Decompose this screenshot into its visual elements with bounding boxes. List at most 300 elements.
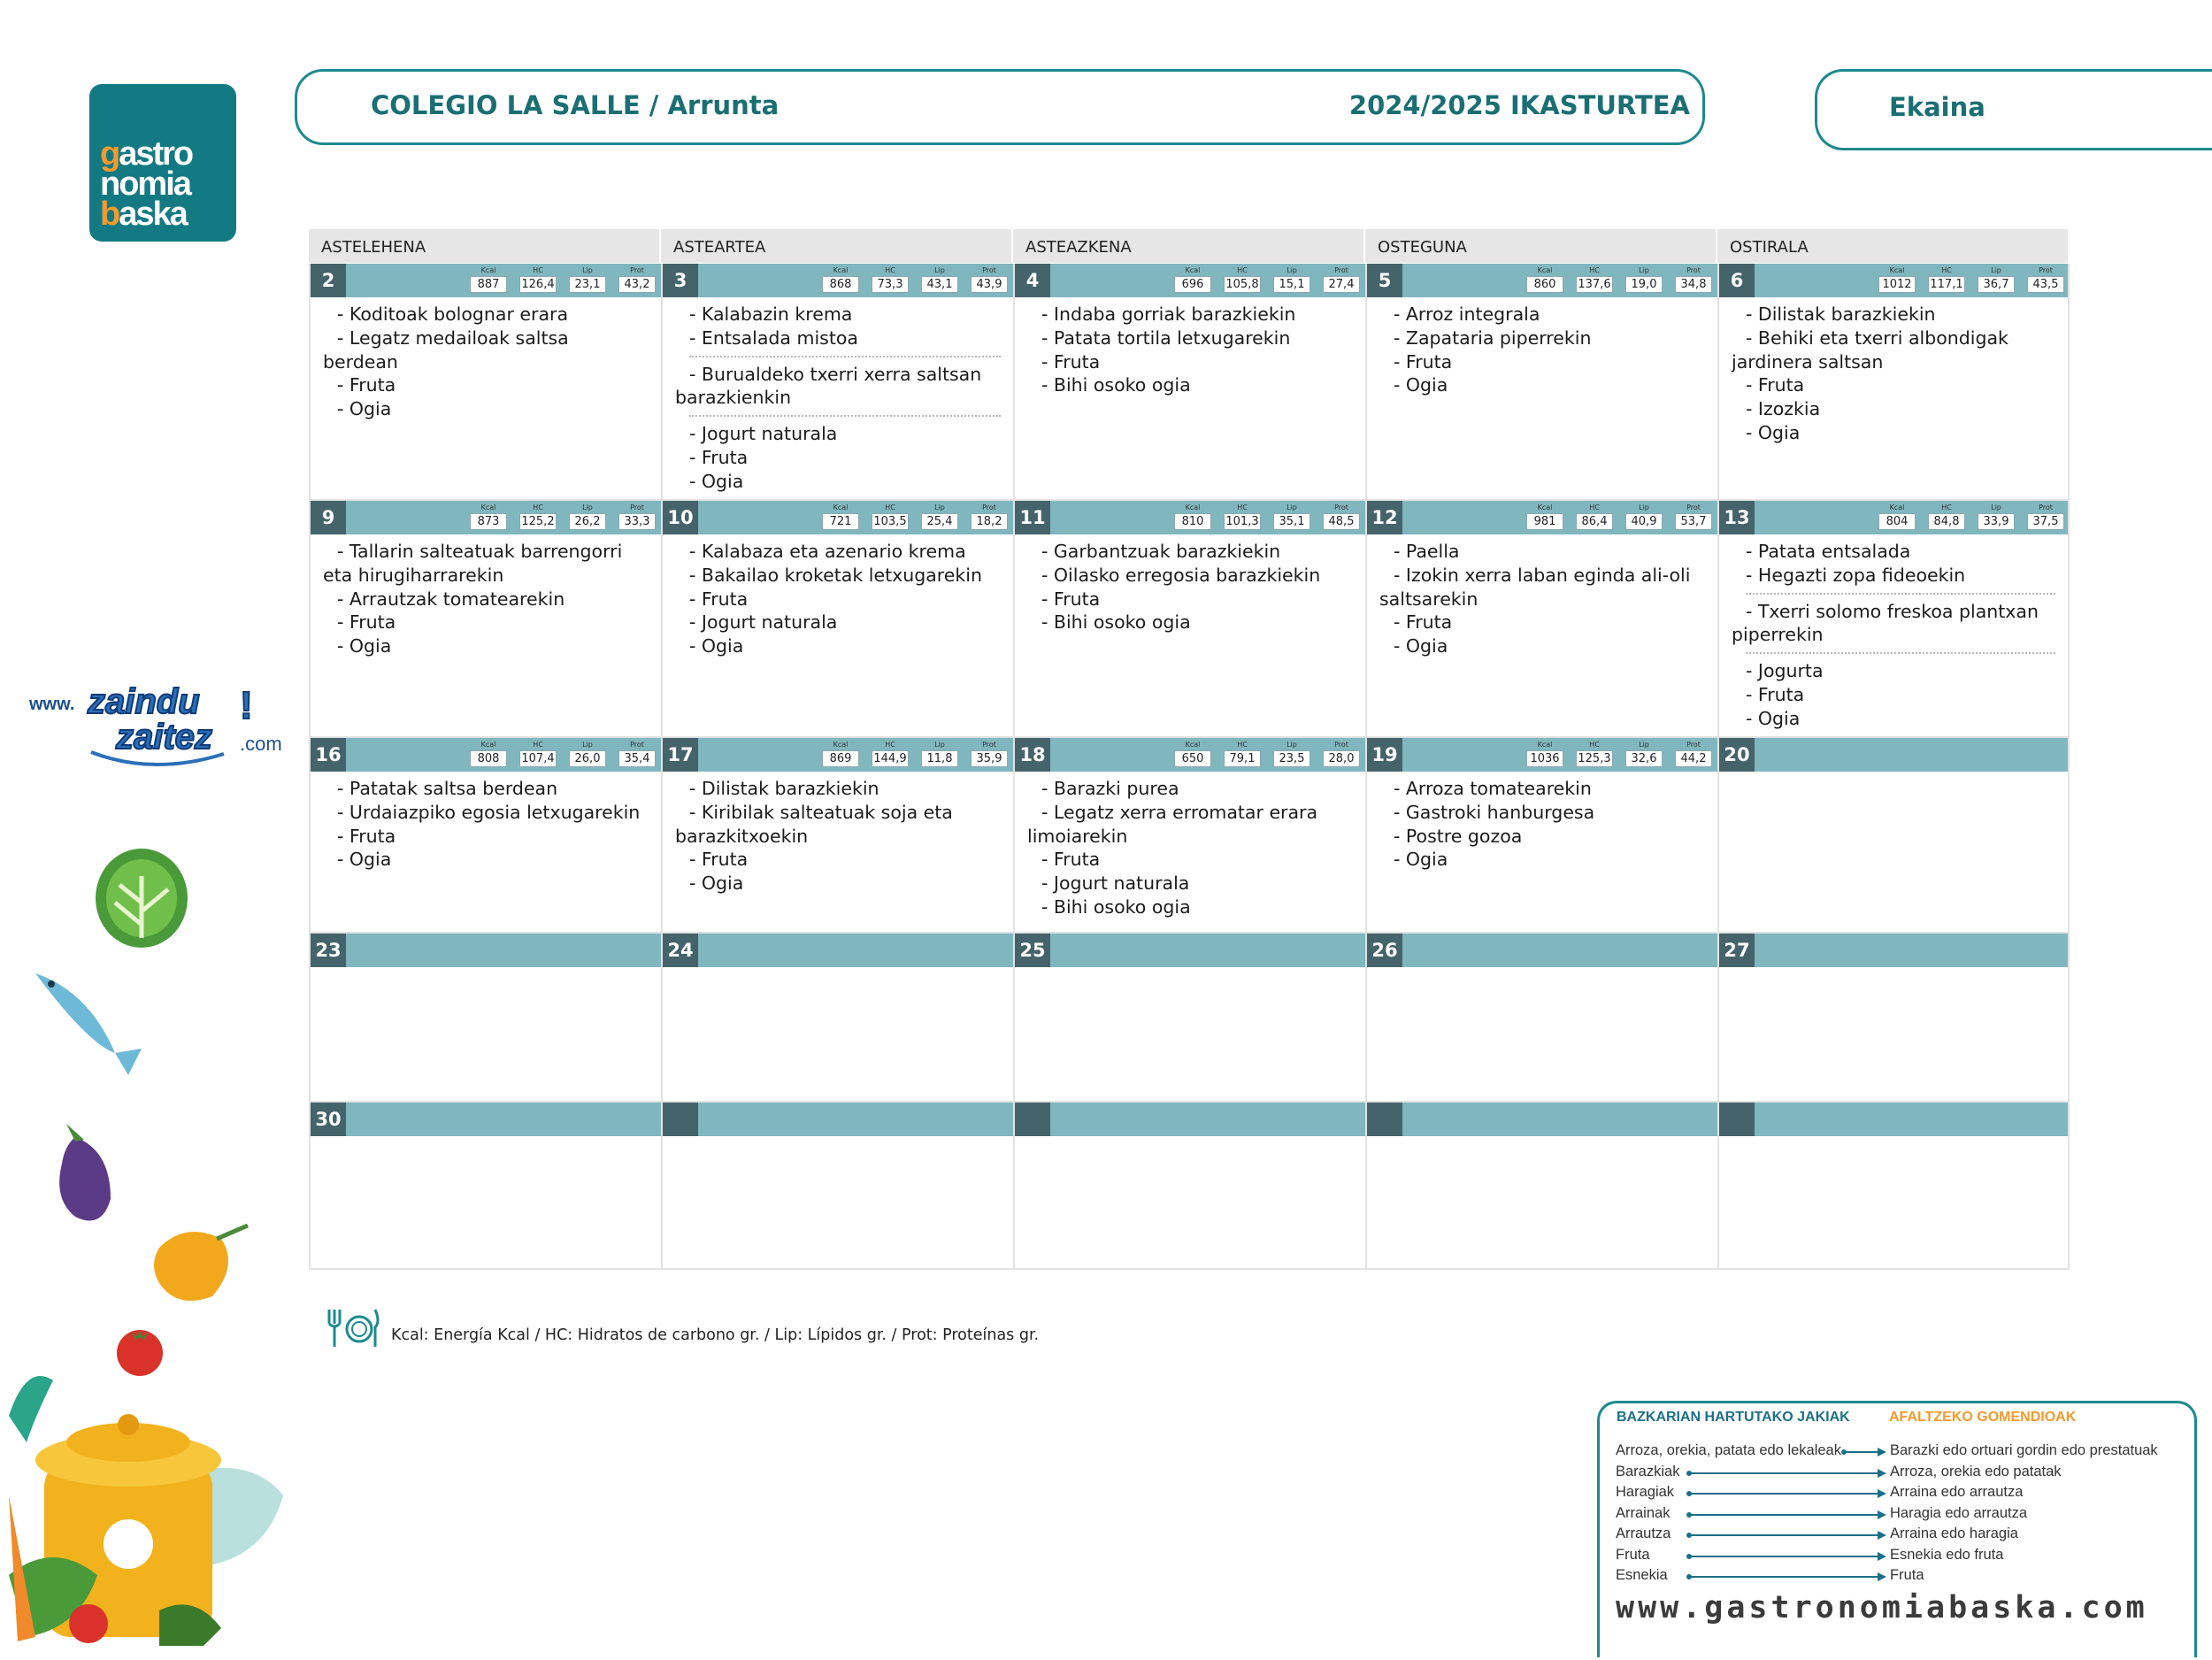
day-header: OSTEGUNA [1365,229,1717,263]
menu-item: - Entsalada mistoa [689,327,858,349]
nutrient-label: Prot [1334,741,1348,749]
lunch-food-item: Arrautza [1616,1526,1671,1541]
nutrient-value: 860 [1526,276,1563,293]
nutrient-box [1625,741,1663,767]
menu-list [337,777,649,872]
menu-item: - Oilasko erregosia barazkiekin [1041,564,1321,586]
menu-item: - Ogia [337,398,392,420]
nutrient-value: 44,2 [1675,750,1712,767]
lunch-food-item: Fruta [1616,1546,1650,1563]
dinner-suggestion-item: Arroza, orekia edo patatak [1890,1463,2062,1479]
nutrient-label: HC [885,741,895,749]
day-cell [661,264,1013,501]
day-cell [1365,934,1717,1103]
day-number: 12 [1367,501,1402,534]
day-number: 16 [311,738,346,772]
day-bar [1367,934,1717,967]
nutrient-box [1878,503,1916,530]
day-cell [661,501,1013,738]
menu-item: - Postre gozoa [1394,825,1523,847]
day-bar [311,264,661,297]
menu-list [323,540,649,658]
day-bar [1719,738,2068,772]
nutrient-value: 43,2 [618,276,656,293]
nutrient-value: 23,5 [1273,750,1310,767]
day-bar [1719,934,2068,967]
day-header: ASTEAZKENA [1013,229,1365,263]
menu-divider [689,415,1001,417]
nutrient-label: Prot [1334,266,1348,274]
logo-line-2: nomia [100,165,190,203]
day-number: 25 [1015,934,1050,967]
nutrient-box [519,503,557,530]
nutrient-value: 887 [470,276,507,293]
school-year: 2024/2025 IKASTURTEA [1348,90,1690,120]
menu-item: - Legatz xerra erromatar erara limoiarekin [1027,801,1324,847]
nutrient-box [1978,503,2015,530]
nutrient-label: HC [1941,503,1952,511]
day-bar [311,1103,661,1136]
day-cell [1365,1103,1717,1270]
day-cell [309,264,661,501]
nutrient-value: 33,9 [1978,513,2015,530]
nutrient-label: Lip [1286,503,1297,511]
nutrient-label: Prot [982,503,996,511]
arrow-icon [1840,1447,1886,1457]
zaindu-prefix: www. [29,695,75,714]
nutrient-value: 125,2 [519,513,557,530]
nutrient-label: Lip [582,266,593,274]
nutrient-value: 40,9 [1625,513,1663,530]
nutrient-box [1224,503,1261,530]
menu-item: - Dilistak barazkiekin [689,778,879,799]
month-banner [1815,69,2212,150]
nutrient-label: Prot [1686,503,1701,511]
day-bar [663,264,1013,297]
menu-item: - Gastroki hanburgesa [1394,801,1595,823]
nutrient-label: Kcal [833,741,849,749]
nutrient-box [1526,266,1563,293]
zaindu-suffix: .com [240,733,282,755]
menu-list [1732,540,2055,731]
nutrient-label: Prot [630,266,644,274]
nutrient-value: 19,0 [1625,276,1663,293]
day-bar [311,501,661,534]
menu-item: - Txerri solomo freskoa plantxan piperrekin [1732,600,2045,646]
nutrient-box [921,266,958,293]
nutrient-value: 43,5 [2027,276,2064,293]
nutrient-label: HC [533,266,543,274]
nutrient-value: 103,5 [872,513,909,530]
day-number [1719,1103,1755,1136]
nutrient-value: 107,4 [519,750,557,767]
nutrient-label: Prot [630,741,644,749]
menu-item: - Urdaiazpiko egosia letxugarekin [337,801,641,823]
nutrient-box [569,266,606,293]
nutrient-label: Lip [1991,266,2001,274]
menu-list [1379,540,1705,658]
nutrient-box [1878,266,1916,293]
menu-item: - Ogia [689,470,744,492]
menu-list [675,777,1001,895]
day-number: 5 [1367,264,1402,297]
menu-item: - Izokin xerra laban eginda ali-oli saltsarekin [1379,564,1696,610]
nutrient-label: Kcal [1889,503,1905,511]
menu-item: - Indaba gorriak barazkiekin [1041,304,1296,325]
day-bar [311,738,661,772]
nutrient-box [1526,503,1563,530]
menu-item: - Ogia [1746,707,1801,729]
nutrient-label: Kcal [833,266,849,274]
nutrient-box [1273,266,1310,293]
day-header: OSTIRALA [1717,229,2070,263]
day-bar [1719,264,2068,297]
nutrient-label: HC [1589,503,1600,511]
website-url[interactable]: www.gastronomiabaska.com [1616,1590,2148,1625]
day-cell [661,1103,1013,1270]
nutrient-label: Lip [1991,503,2001,511]
day-cell [309,934,661,1103]
nutrient-box [618,741,656,767]
menu-item: - Ogia [689,872,744,895]
nutrient-box [1174,266,1211,293]
nutrient-box [1675,266,1712,293]
lunch-food-item: Arroza, orekia, patata edo lekaleak [1616,1442,1841,1458]
nutrient-label: Lip [582,503,593,511]
menu-item: - Tallarin salteatuak barrengorri eta hirugiharrarekin [323,541,628,586]
day-number: 9 [311,501,346,534]
arrow-icon [1686,1572,1886,1582]
menu-item: - Dilistak barazkiekin [1746,304,1936,325]
nutrient-box [971,503,1008,530]
nutrient-value: 33,3 [618,513,656,530]
menu-list [1394,777,1705,872]
nutrient-value: 73,3 [872,276,909,293]
menu-item: - Fruta [337,611,396,634]
zaindu-name-1: zaindu [88,683,200,721]
nutrient-label: Lip [934,503,945,511]
nutrient-value: 84,8 [1928,513,1965,530]
menu-item: - Kalabaza eta azenario krema [689,541,966,562]
nutrient-box [1323,503,1360,530]
day-cell [1013,934,1365,1103]
nutrient-label: Kcal [1185,266,1201,274]
menu-item: - Jogurt naturala [1041,872,1190,895]
fish-icon [27,964,150,1088]
nutrient-box [1224,266,1261,293]
menu-item: - Ogia [1394,849,1448,871]
menu-item: - Kiribilak salteatuak soja eta barazkitxoekin [675,801,959,847]
nutrient-box [1675,503,1712,530]
nutrient-box [1224,741,1261,767]
day-cell [1013,264,1365,501]
nutrient-label: HC [1237,266,1248,274]
menu-item: - Bihi osoko ogia [1041,895,1191,918]
nutrient-label: Prot [2039,266,2053,274]
day-cell [1717,501,2070,738]
day-cell [309,1103,661,1270]
nutrient-box [822,266,859,293]
menu-divider [1746,652,2055,654]
nutrient-label: HC [1237,741,1248,749]
pepper-icon [142,1212,257,1310]
menu-list [1394,303,1705,397]
nutrient-box [618,266,656,293]
nutrient-box [1323,266,1360,293]
nutrient-value: 79,1 [1224,750,1261,767]
menu-item: - Koditoak bolognar erara [337,304,569,325]
nutrient-label: Kcal [480,741,496,749]
menu-item: - Fruta [1041,350,1101,373]
nutrient-box [921,503,958,530]
menu-item: - Jogurta [1746,660,1824,682]
nutrient-box [1625,503,1663,530]
nutrient-box [1675,741,1712,767]
zaindu-name-2: zaitez [116,718,212,757]
nutrient-value: 868 [822,276,859,293]
nutrient-box [872,503,909,530]
day-bar [311,934,661,967]
nutrient-value: 1036 [1526,750,1563,767]
day-bar [1015,934,1365,967]
day-cell [1717,934,2070,1103]
nutrient-label: Kcal [1537,266,1553,274]
day-cell [1013,501,1365,738]
menu-item: - Fruta [1394,350,1453,373]
day-bar [1015,501,1365,534]
nutrient-label: Lip [1286,266,1297,274]
menu-item: - Izozkia [1746,398,1821,420]
day-number [1015,1103,1050,1136]
day-number [1367,1103,1402,1136]
day-header: ASTEARTEA [661,229,1013,263]
menu-list [323,303,649,421]
nutrient-label: Lip [1639,503,1649,511]
nutrient-value: 105,8 [1224,276,1261,293]
nutrient-box [1576,503,1613,530]
lunch-food-item: Arrainak [1616,1504,1671,1521]
nutrient-box [1978,266,2015,293]
day-bar [663,501,1013,534]
nutrient-box [1323,741,1360,767]
menu-item: - Zapataria piperrekin [1394,327,1592,349]
day-bar [1367,264,1717,297]
nutrient-box [1928,266,1965,293]
lunch-food-item: Barazkiak [1616,1463,1680,1479]
day-number: 10 [663,501,698,534]
dinner-suggestion-item: Fruta [1890,1567,1924,1583]
zaindu-zaitez-logo [29,683,286,780]
arrow-icon [1686,1510,1886,1520]
dinner-suggestion-item: Esnekia edo fruta [1890,1546,2004,1563]
cooking-pot-illustration [0,1345,292,1646]
nutrient-value: 117,1 [1928,276,1965,293]
menu-item: - Bihi osoko ogia [1041,374,1191,396]
nutrient-box [569,741,606,767]
nutrient-label: Prot [630,503,644,511]
nutrient-value: 981 [1526,513,1563,530]
nutrient-box [519,266,557,293]
menu-list [1732,303,2055,445]
eggplant-icon [49,1115,128,1230]
menu-item: - Garbantzuak barazkiekin [1041,541,1281,562]
nutrient-label: HC [533,503,543,511]
menu-list [689,540,1001,658]
menu-item: - Arrautzak tomatearekin [337,588,565,610]
menu-item: - Arroza tomatearekin [1394,778,1592,799]
menu-item: - Ogia [1394,374,1448,396]
nutrient-label: Kcal [1185,503,1201,511]
menu-item: - Bihi osoko ogia [1041,611,1191,634]
day-number: 20 [1719,738,1755,772]
nutrient-label: HC [1237,503,1248,511]
nutrient-label: Kcal [480,266,496,274]
day-bar [1719,501,2068,534]
nutrient-value: 873 [470,513,507,530]
arrow-icon [1686,1488,1886,1499]
nutrient-value: 28,0 [1323,750,1360,767]
school-title: COLEGIO LA SALLE / Arrunta [371,90,780,120]
menu-item: - Jogurt naturala [689,611,838,634]
nutrient-value: 650 [1174,750,1211,767]
nutrient-box [2027,266,2064,293]
menu-list [1041,303,1353,397]
nutrient-value: 137,6 [1576,276,1613,293]
nutrient-value: 36,7 [1978,276,2015,293]
day-number: 11 [1015,501,1050,534]
day-cell [1365,264,1717,501]
day-bar [663,738,1013,772]
menu-item: - Hegazti zopa fideoekin [1746,564,1966,586]
month-title: Ekaina [1889,92,1985,122]
nutrient-value: 35,1 [1273,513,1310,530]
lunch-food-item: Esnekia [1616,1567,1668,1583]
day-number: 13 [1719,501,1755,534]
nutrient-label: Kcal [833,503,849,511]
nutrient-label: Prot [982,266,996,274]
menu-item: - Fruta [1394,611,1453,634]
menu-divider [1746,593,2055,595]
nutrient-box [1526,741,1563,767]
dinner-suggestion-item: Barazki edo ortuari gordin edo prestatuak [1890,1442,2158,1458]
nutrient-value: 804 [1878,513,1916,530]
nutrient-label: HC [1589,266,1600,274]
menu-item: - Patatak saltsa berdean [337,778,558,799]
nutrient-label: Lip [1286,741,1297,749]
nutrient-box [470,741,507,767]
nutrition-legend: Kcal: Energía Kcal / HC: Hidratos de carbono gr. / Lip: Lípidos gr. / Prot: Proteínas gr. [391,1326,1040,1344]
nutrient-value: 86,4 [1576,513,1613,530]
nutrient-label: HC [885,503,895,511]
nutrient-box [872,266,909,293]
nutrient-value: 32,6 [1625,750,1663,767]
nutrient-value: 26,2 [569,513,606,530]
nutrient-label: Kcal [480,503,496,511]
nutrient-value: 26,0 [569,750,606,767]
nutrient-label: Kcal [1537,503,1553,511]
day-bar [1015,1103,1365,1136]
lunch-food-item: Haragiak [1616,1484,1675,1500]
nutrient-box [971,266,1008,293]
menu-item: - Paella [1394,541,1460,562]
day-cell [309,738,661,934]
menu-item: - Ogia [337,849,392,871]
nutrient-box [519,741,557,767]
nutrient-box [2027,503,2064,530]
day-bar [1719,1103,2068,1136]
nutrient-value: 27,4 [1323,276,1360,293]
nutrient-value: 23,1 [569,276,606,293]
menu-item: - Burualdeko txerri xerra saltsan barazkienkin [675,363,987,409]
menu-item: - Fruta [337,825,396,847]
nutrient-label: Kcal [1537,741,1553,749]
day-number: 23 [311,934,346,967]
menu-item: - Ogia [1746,421,1801,443]
day-cell [1013,738,1365,934]
day-number: 2 [311,264,346,297]
nutrient-label: Lip [1639,741,1649,749]
day-number: 18 [1015,738,1050,772]
nutrient-value: 696 [1174,276,1211,293]
dinner-suggestion-item: Arraina edo arrautza [1890,1484,2024,1500]
menu-item: - Ogia [337,635,392,657]
nutrient-box [1928,503,1965,530]
nutrient-box [470,503,507,530]
arrow-icon [1686,1468,1886,1479]
nutrient-box [1576,741,1613,767]
day-number: 4 [1015,264,1050,297]
nutrient-value: 869 [822,750,859,767]
menu-item: - Legatz medailoak saltsa berdean [323,327,575,373]
day-bar [1015,264,1365,297]
menu-list [675,303,1001,494]
nutrient-label: Lip [934,266,945,274]
menu-item: - Fruta [1746,683,1805,705]
menu-item: - Ogia [1394,635,1448,657]
menu-list [1027,777,1353,919]
dinner-suggestion-item: Arraina edo haragia [1890,1526,2018,1541]
menu-item: - Jogurt naturala [689,423,838,445]
nutrient-box [1273,741,1310,767]
nutrient-value: 810 [1174,513,1211,530]
day-cell [1365,738,1717,934]
nutrient-label: Prot [2039,503,2053,511]
nutrient-value: 721 [822,513,859,530]
logo-line-3: baska [100,196,187,233]
day-cell [1717,738,2070,934]
day-cell [1717,264,2070,501]
day-bar [663,934,1013,967]
header-banner [295,69,1705,145]
nutrient-label: HC [885,266,895,274]
nutrient-label: Kcal [1185,741,1201,749]
nutrient-value: 25,4 [921,513,958,530]
nutrient-value: 1012 [1878,276,1916,293]
day-bar [1367,738,1717,772]
lettuce-icon [88,841,195,956]
nutrient-label: Prot [982,741,996,749]
nutrient-value: 126,4 [519,276,557,293]
nutrient-value: 48,5 [1323,513,1360,530]
nutrient-label: Prot [1334,503,1348,511]
nutrient-value: 35,9 [971,750,1008,767]
nutrient-label: Lip [934,741,945,749]
menu-item: - Fruta [337,374,396,396]
menu-item: - Fruta [689,849,749,871]
day-number: 27 [1719,934,1755,967]
nutrient-label: Lip [582,741,593,749]
nutrient-label: HC [1941,266,1952,274]
